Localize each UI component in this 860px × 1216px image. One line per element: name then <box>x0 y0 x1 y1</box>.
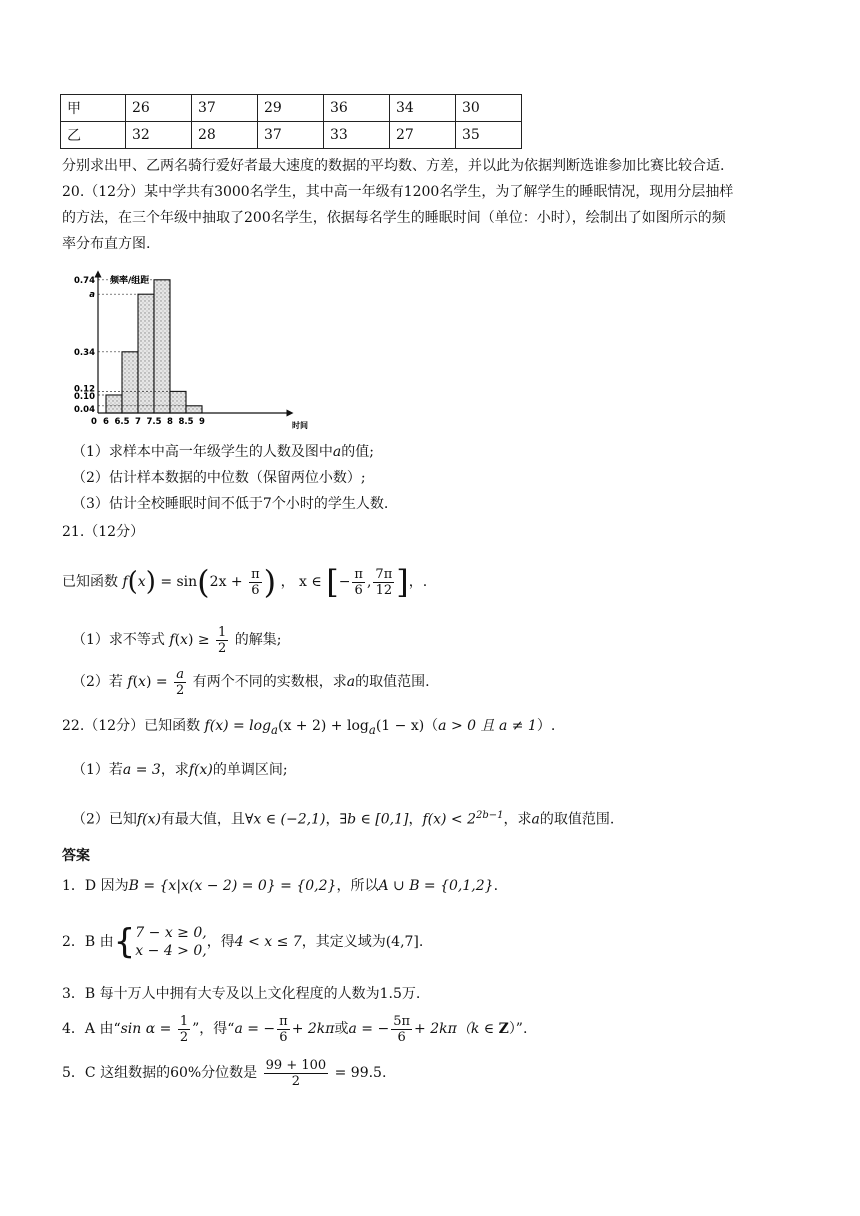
histogram-bar <box>186 406 202 413</box>
answer-4-end: ）”. <box>508 1021 528 1037</box>
x-symbol: x <box>180 632 188 648</box>
k-in: k ∈ <box>470 1021 499 1037</box>
q22-expr-3: (1 − x)（ <box>375 718 439 734</box>
log-base: a <box>271 722 278 737</box>
row-label: 乙 <box>61 122 126 149</box>
f-symbol: f <box>127 674 133 690</box>
variable-a: a <box>332 444 342 460</box>
q21-tail: ，. <box>408 574 428 590</box>
variable-a: a <box>346 674 356 690</box>
a-equals: a = − <box>348 1021 390 1037</box>
answer-1-expr: B = {x|x(x − 2) = 0} = {0,2} <box>128 878 337 894</box>
table-cell: 28 <box>192 122 258 149</box>
answer-2 <box>62 920 423 964</box>
q20-sub-1-text: （1）求样本中高一年级学生的人数及图中 <box>72 444 333 460</box>
histogram-bar <box>106 395 122 413</box>
table-cell: 26 <box>126 95 192 122</box>
f-symbol: f <box>169 632 175 648</box>
separator: ， <box>408 811 423 828</box>
table-cell: 37 <box>258 122 324 149</box>
plus-2k-pi: + 2kπ <box>291 1021 335 1037</box>
y-axis-label: 频率/组距 <box>110 276 150 286</box>
q22-sub-1 <box>72 760 288 780</box>
q21-heading: 21.（12分） <box>62 524 145 540</box>
x-tick-label: 7.5 <box>146 417 162 427</box>
q20-sub-3: （3）估计全校睡眠时间不低于7个小时的学生人数. <box>72 496 389 512</box>
or-text: 或 <box>334 1021 349 1037</box>
answer-2-interval: (4,7] <box>385 934 419 950</box>
answer-1 <box>62 876 498 896</box>
q22-sub-1-end: 的单调区间; <box>212 762 288 778</box>
q20-sub-1 <box>72 442 374 462</box>
table-cell: 30 <box>456 95 522 122</box>
x-symbol: x <box>137 574 146 590</box>
f-symbol: f <box>122 574 128 590</box>
inequality-system: 7 − x ≥ 0, x − 4 > 0, <box>135 925 207 959</box>
answer-4-quote: ”，得“ <box>192 1021 235 1037</box>
histogram-bar <box>154 280 170 413</box>
exponent: 2b−1 <box>476 810 504 821</box>
table-row <box>61 95 522 122</box>
x-tick-label: 8 <box>167 417 173 427</box>
q20-line-1: 20.（12分）某中学共有3000名学生，其中高一年级有1200名学生，为了解学生的睡眠情况，现用分层抽样 <box>62 184 734 200</box>
q22-sub-2-end: 的取值范围. <box>539 811 615 828</box>
answer-2-prefix: 2．B 由 <box>62 934 114 950</box>
answer-1-expr-2: A ∪ B = {0,1,2} <box>378 878 494 894</box>
q21-sub-2-text: （2）若 <box>72 674 123 690</box>
table-cell: 33 <box>324 122 390 149</box>
answer-5-end: . <box>381 1065 387 1081</box>
q21-intro: 已知函数 <box>62 574 118 590</box>
a-over-2: $\frac{a}{2}$ <box>176 666 185 698</box>
y-tick-label: 0.10 <box>74 392 95 402</box>
domain-text: ， x ∈ <box>280 574 322 590</box>
answer-1-mid: ，所以 <box>336 878 379 894</box>
q20-line-2: 的方法，在三个年级中抽取了200名学生，依据每名学生的睡眠时间（单位：小时），绘制出了如图所示的频 <box>62 210 726 226</box>
forall-x: ∀x ∈ (−2,1) <box>244 811 326 828</box>
q20-sub-1-end: 的值; <box>341 444 374 460</box>
one-half: $\frac{1}{2}$ <box>218 624 227 656</box>
table-cell: 32 <box>126 122 192 149</box>
answer-1-end: . <box>493 878 499 894</box>
q21-sub-1-text: （1）求不等式 <box>72 632 165 648</box>
q21-sub-2: （2）若 f(x) = $\frac{a}{2}$ 有两个不同的实数根，求a的取值范围. <box>72 666 430 698</box>
answer-2-expr: 4 < x ≤ 7 <box>234 934 302 950</box>
x-tick-label: 0 <box>91 417 97 427</box>
table-cell: 37 <box>192 95 258 122</box>
q22-end: ）. <box>536 718 556 734</box>
histogram-bar <box>138 294 154 413</box>
median-fraction: $\frac{99 + 100}{2}$ <box>265 1057 327 1089</box>
f-of-x: f(x) <box>188 762 213 778</box>
plus-2k-pi: + 2kπ（ <box>414 1021 471 1037</box>
a-equals: a = − <box>234 1021 276 1037</box>
histogram-bar <box>170 391 186 413</box>
minus-sign: − <box>338 574 351 590</box>
x-tick-label: 8.5 <box>178 417 194 427</box>
x-tick-label: 9 <box>199 417 205 427</box>
q22-sub-1-text: （1）若 <box>72 762 123 778</box>
q20-line-3: 率分布直方图. <box>62 236 151 252</box>
q22-sub-2 <box>72 806 614 830</box>
left-brace: { <box>113 922 136 962</box>
pi-over-6: $\frac{\pi}{6}$ <box>279 1013 288 1045</box>
speed-data-table <box>60 94 522 149</box>
five-pi-over-6: $\frac{5\pi}{6}$ <box>393 1013 411 1045</box>
sin-alpha: sin α = <box>120 1021 172 1037</box>
x-axis-label: 时间 <box>292 421 308 430</box>
q21-sub-1: （1）求不等式 f(x) ≥ $\frac{1}{2}$ 的解集; <box>72 624 282 656</box>
integers-set: Z <box>498 1021 509 1037</box>
q22-expr-1: f(x) = log <box>204 718 272 734</box>
answer-2-mid-2: ，其定义域为 <box>301 934 386 950</box>
q22-condition: a > 0 且 a ≠ 1 <box>438 718 537 734</box>
answer-5-result: = 99.5 <box>334 1065 382 1081</box>
q21-function-def: 已知函数 f(x) = sin(2x + $\frac{\pi}{6}$ ) ， x ∈ [− $\frac{\pi}{6}$ , $\frac{7\pi}{12}$ ]，. <box>62 563 428 601</box>
answer-2-end: . <box>418 934 424 950</box>
inner-expression: 2x + <box>209 574 243 590</box>
q21-sub-1-end: 的解集; <box>234 632 282 648</box>
q22-intro: 22.（12分）已知函数 <box>62 718 201 734</box>
q22-sub-2-mid-2: ，求 <box>503 811 532 828</box>
x-tick-label: 6.5 <box>114 417 130 427</box>
exists-b: ∃b ∈ [0,1] <box>339 811 409 828</box>
q22-line-1 <box>62 716 555 740</box>
q22-sub-1-mid: ，求 <box>160 762 189 778</box>
y-tick-label: 0.04 <box>74 404 95 415</box>
answer-3: 3．B 每十万人中拥有大专及以上文化程度的人数为1.5万. <box>62 986 421 1002</box>
row-label: 甲 <box>61 95 126 122</box>
answer-1-prefix: 1．D 因为 <box>62 878 129 894</box>
table-cell: 35 <box>456 122 522 149</box>
table-cell: 27 <box>390 122 456 149</box>
q22-expr-2: (x + 2) + log <box>278 718 369 734</box>
q22-sub-2-mid: 有最大值，且 <box>160 811 245 828</box>
q19-tail-text: 分别求出甲、乙两名骑行爱好者最大速度的数据的平均数、方差，并以此为依据判断选谁参加比赛比较合适. <box>62 158 725 174</box>
answer-5-prefix: 5．C 这组数据的60%分位数是 <box>62 1065 258 1081</box>
table-cell: 36 <box>324 95 390 122</box>
pi-over-6: $\frac{\pi}{6}$ <box>251 566 260 598</box>
ge-sign: ≥ <box>197 632 210 648</box>
variable-a: a <box>531 811 540 828</box>
x-symbol: x <box>138 674 146 690</box>
q21-sub-2-mid: 有两个不同的实数根，求 <box>192 674 347 690</box>
answer-2-mid: ，得 <box>206 934 235 950</box>
q22-sub-2-text: （2）已知 <box>72 811 137 828</box>
f-of-x: f(x) <box>136 811 161 828</box>
a-equals-3: a = 3 <box>122 762 161 778</box>
table-cell: 29 <box>258 95 324 122</box>
sin-expression: = sin <box>160 574 198 590</box>
y-tick-label: 0.12 <box>74 384 95 395</box>
frequency-histogram <box>68 268 318 433</box>
q20-sub-2: （2）估计样本数据的中位数（保留两位小数）; <box>72 470 366 486</box>
table-row <box>61 122 522 149</box>
answer-4-prefix: 4．A 由“ <box>62 1021 121 1037</box>
seven-pi-over-12: $\frac{7\pi}{12}$ <box>375 566 393 598</box>
y-tick-label: a <box>89 290 95 301</box>
x-tick-label: 6 <box>103 417 109 427</box>
x-tick-label: 7 <box>135 417 141 427</box>
inequality: f(x) < 2 <box>422 811 477 828</box>
y-tick-label: 0.74 <box>74 275 95 286</box>
table-cell: 34 <box>390 95 456 122</box>
answer-4 <box>62 1010 527 1048</box>
q21-sub-2-end: 的取值范围. <box>355 674 430 690</box>
y-tick-label: 0.34 <box>74 347 95 358</box>
answers-title: 答案 <box>62 848 90 864</box>
histogram-bar <box>122 352 138 413</box>
log-base: a <box>368 722 376 737</box>
answer-5 <box>62 1054 386 1092</box>
one-half: $\frac{1}{2}$ <box>179 1013 189 1045</box>
separator: ， <box>325 811 340 828</box>
neg-pi-over-6: $\frac{\pi}{6}$ <box>354 566 363 598</box>
